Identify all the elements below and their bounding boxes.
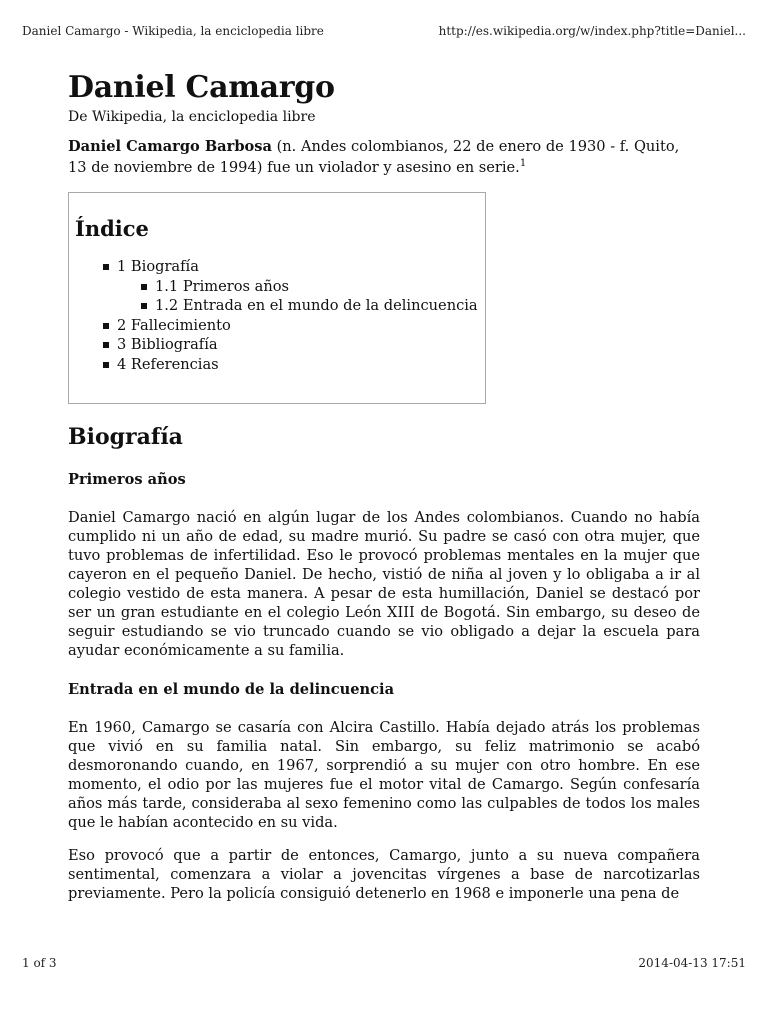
toc-item-fallecimiento[interactable]	[75, 316, 485, 336]
intro-bold-name: Daniel Camargo Barbosa	[68, 138, 272, 155]
toc-item-label: 1.1 Primeros años	[155, 277, 290, 295]
toc-item-label: 1.2 Entrada en el mundo de la delincuencia	[155, 297, 478, 314]
square-bullet-icon	[103, 342, 109, 348]
paragraph-primeros-anos: Daniel Camargo nació en algún lugar de los Andes colombianos. Cuando no había cumplido ni un año de edad, su madre murió. Su padre se casó con otra mujer, que tuvo problemas de infertilidad. Eso le provocó problemas mentales en la mujer que cayeron en el pequeño Daniel. De hecho, vistió de niña al joven y lo obligaba a ir al colegio vestido de esta manera. A pesar de esta humillación, Daniel se destacó por ser un gran estudiante en el colegio León XIII de Bogotá. Sin embargo, su deseo de seguir estudiando se vio truncado cuando se vio obligado a dejar la escuela para ayudar económicamente a su familia.	[68, 509, 700, 659]
paragraph-delincuencia-1: En 1960, Camargo se casaría con Alcira Castillo. Había dejado atrás los problemas que vivió en su familia natal. Sin embargo, su feliz matrimonio se acabó desmoronando cuando, en 1967, sorprendió a su mujer con otro hombre. En ese momento, el odio por las mujeres fue el motor vital de Camargo. Según confesaría años más tarde, consideraba al sexo femenino como las culpables de todos los males que le habían acontecido en su vida.	[68, 719, 700, 831]
page-title: Daniel Camargo	[68, 70, 335, 105]
toc-item-label: 4 Referencias	[117, 355, 219, 373]
page-subtitle: De Wikipedia, la enciclopedia libre	[68, 109, 316, 125]
toc-item-label: 1 Biografía	[117, 258, 199, 275]
toc-item-primeros-anos[interactable]	[75, 277, 485, 297]
print-header	[22, 24, 746, 40]
subsection-heading-primeros-anos: Primeros años	[68, 471, 186, 488]
square-bullet-icon	[103, 323, 109, 329]
intro-paragraph	[68, 136, 700, 178]
reference-link[interactable]: 1	[519, 158, 527, 170]
square-bullet-icon	[103, 362, 109, 368]
square-bullet-icon	[141, 303, 147, 309]
subsection-heading-delincuencia: Entrada en el mundo de la delincuencia	[68, 681, 395, 698]
paragraph-delincuencia-2: Eso provocó que a partir de entonces, Camargo, junto a su nueva compañera sentimental, comenzara a violar a jovencitas vírgenes a base de narcotizarlas previamente. Pero la policía consiguió detenerlo en 1968 e imponerle una pena de	[68, 847, 700, 902]
print-footer	[22, 956, 746, 972]
toc-item-delincuencia[interactable]	[75, 296, 485, 316]
print-timestamp: 2014-04-13 17:51	[638, 956, 746, 970]
square-bullet-icon	[103, 264, 109, 270]
toc-item-biografia[interactable]	[75, 257, 485, 277]
toc-item-bibliografia[interactable]	[75, 335, 485, 355]
intro-text: (n. Andes colombianos, 22 de enero de 1930 - f. Quito, 13 de noviembre de 1994) fue un violador y asesino en serie.	[68, 138, 680, 176]
toc-title: Índice	[75, 216, 149, 241]
page-count: 1 of 3	[22, 956, 57, 970]
print-header-title: Daniel Camargo - Wikipedia, la enciclopedia libre	[22, 24, 324, 38]
toc-item-label: 2 Fallecimiento	[117, 316, 231, 334]
toc-item-label: 3 Bibliografía	[117, 336, 218, 353]
toc-item-referencias[interactable]	[75, 355, 485, 375]
square-bullet-icon	[141, 284, 147, 290]
print-header-url: http://es.wikipedia.org/w/index.php?title=Daniel...	[438, 24, 746, 38]
toc-list	[75, 257, 485, 374]
section-heading-biografia: Biografía	[68, 424, 183, 450]
table-of-contents	[68, 192, 486, 404]
article-content	[68, 68, 700, 903]
